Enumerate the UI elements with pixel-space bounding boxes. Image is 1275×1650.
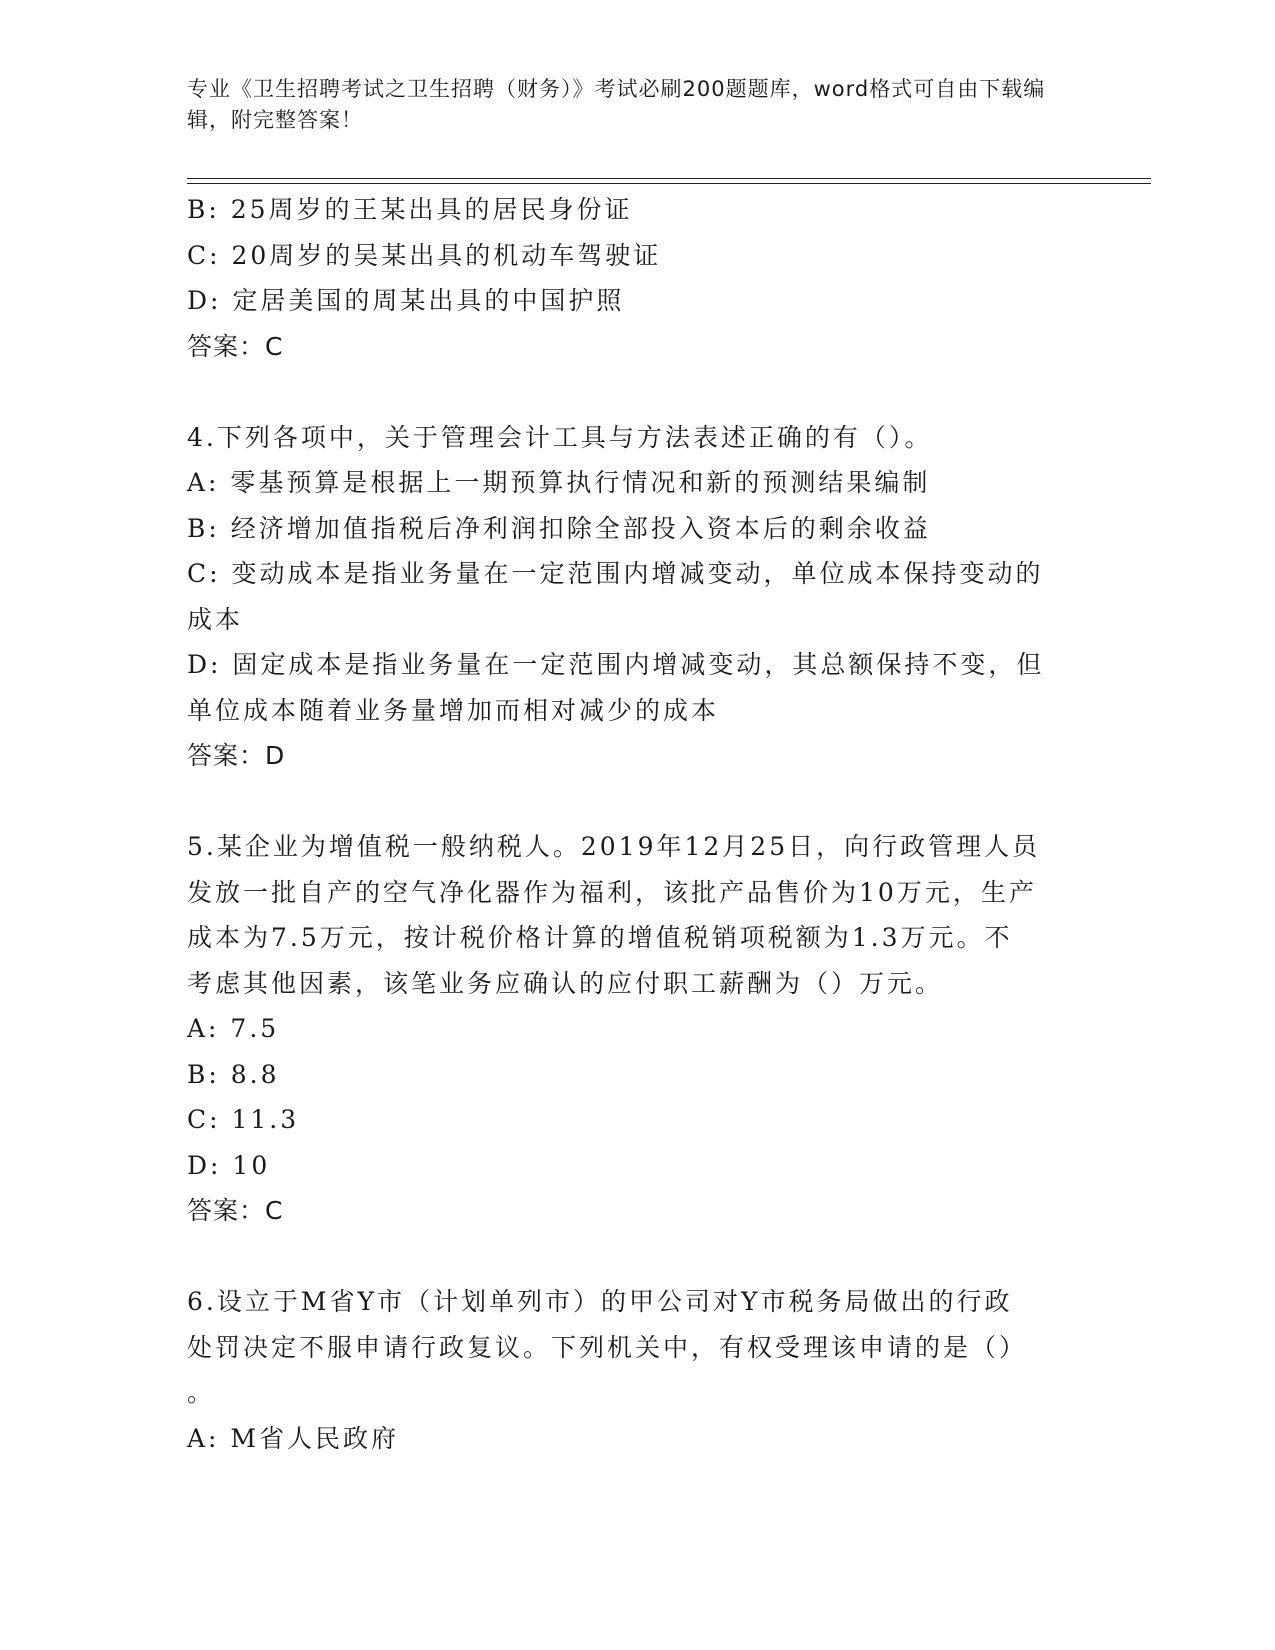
option-d-line-2: 单位成本随着业务量增加而相对减少的成本 xyxy=(187,695,720,725)
option-b: B: 经济增加值指税后净利润扣除全部投入资本后的剩余收益 xyxy=(187,513,931,543)
answer: 答案：C xyxy=(187,331,284,361)
option-c: C: 20周岁的吴某出具的机动车驾驶证 xyxy=(187,240,662,270)
option-c-line-2: 成本 xyxy=(187,604,244,634)
question-5 xyxy=(187,824,1087,1234)
option-c: C: 11.3 xyxy=(187,1105,300,1134)
question-stem-line-3: 。 xyxy=(187,1378,216,1407)
spacer xyxy=(187,779,1087,825)
option-a: A: 7.5 xyxy=(187,1014,280,1043)
page-header xyxy=(187,74,1087,136)
question-stem-line-1: 6.设立于M省Y市（计划单列市）的甲公司对Y市税务局做出的行政 xyxy=(187,1287,1013,1316)
question-stem-line-1: 5.某企业为增值税一般纳税人。2019年12月25日，向行政管理人员 xyxy=(187,832,1041,861)
question-6 xyxy=(187,1279,1087,1461)
question-stem-line-3: 成本为7.5万元，按计税价格计算的增值税销项税额为1.3万元。不 xyxy=(187,923,1013,952)
question-3 xyxy=(187,187,1087,369)
option-a: A: M省人民政府 xyxy=(187,1423,400,1453)
option-d-line-1: D: 固定成本是指业务量在一定范围内增减变动，其总额保持不变，但 xyxy=(187,650,1045,679)
option-b: B: 8.8 xyxy=(187,1059,280,1089)
option-a: A: 零基预算是根据上一期预算执行情况和新的预测结果编制 xyxy=(187,468,931,497)
option-c-line-1: C: 变动成本是指业务量在一定范围内增减变动，单位成本保持变动的 xyxy=(187,559,1044,588)
question-stem: 4.下列各项中，关于管理会计工具与方法表述正确的有（）。 xyxy=(187,422,933,452)
question-stem-line-2: 处罚决定不服申请行政复议。下列机关中，有权受理该申请的是（） xyxy=(187,1332,1028,1362)
option-d: D: 10 xyxy=(187,1150,271,1180)
document-body xyxy=(187,187,1087,1461)
header-divider-top xyxy=(187,178,1151,179)
header-title: 专业《卫生招聘考试之卫生招聘（财务）》考试必刷200题题库，word格式可自由下载编辑，附完整答案！ xyxy=(187,77,1046,132)
answer: 答案：C xyxy=(187,1196,284,1225)
spacer xyxy=(187,1234,1087,1280)
question-stem-line-2: 发放一批自产的空气净化器作为福利，该批产品售价为10万元，生产 xyxy=(187,877,1037,907)
header-divider-bottom xyxy=(187,183,1151,184)
option-b: B: 25周岁的王某出具的居民身份证 xyxy=(187,195,633,224)
question-stem-line-4: 考虑其他因素，该笔业务应确认的应付职工薪酬为（）万元。 xyxy=(187,968,944,998)
spacer xyxy=(187,369,1087,415)
question-4 xyxy=(187,415,1087,779)
answer: 答案：D xyxy=(187,741,286,770)
option-d: D: 定居美国的周某出具的中国护照 xyxy=(187,286,625,315)
